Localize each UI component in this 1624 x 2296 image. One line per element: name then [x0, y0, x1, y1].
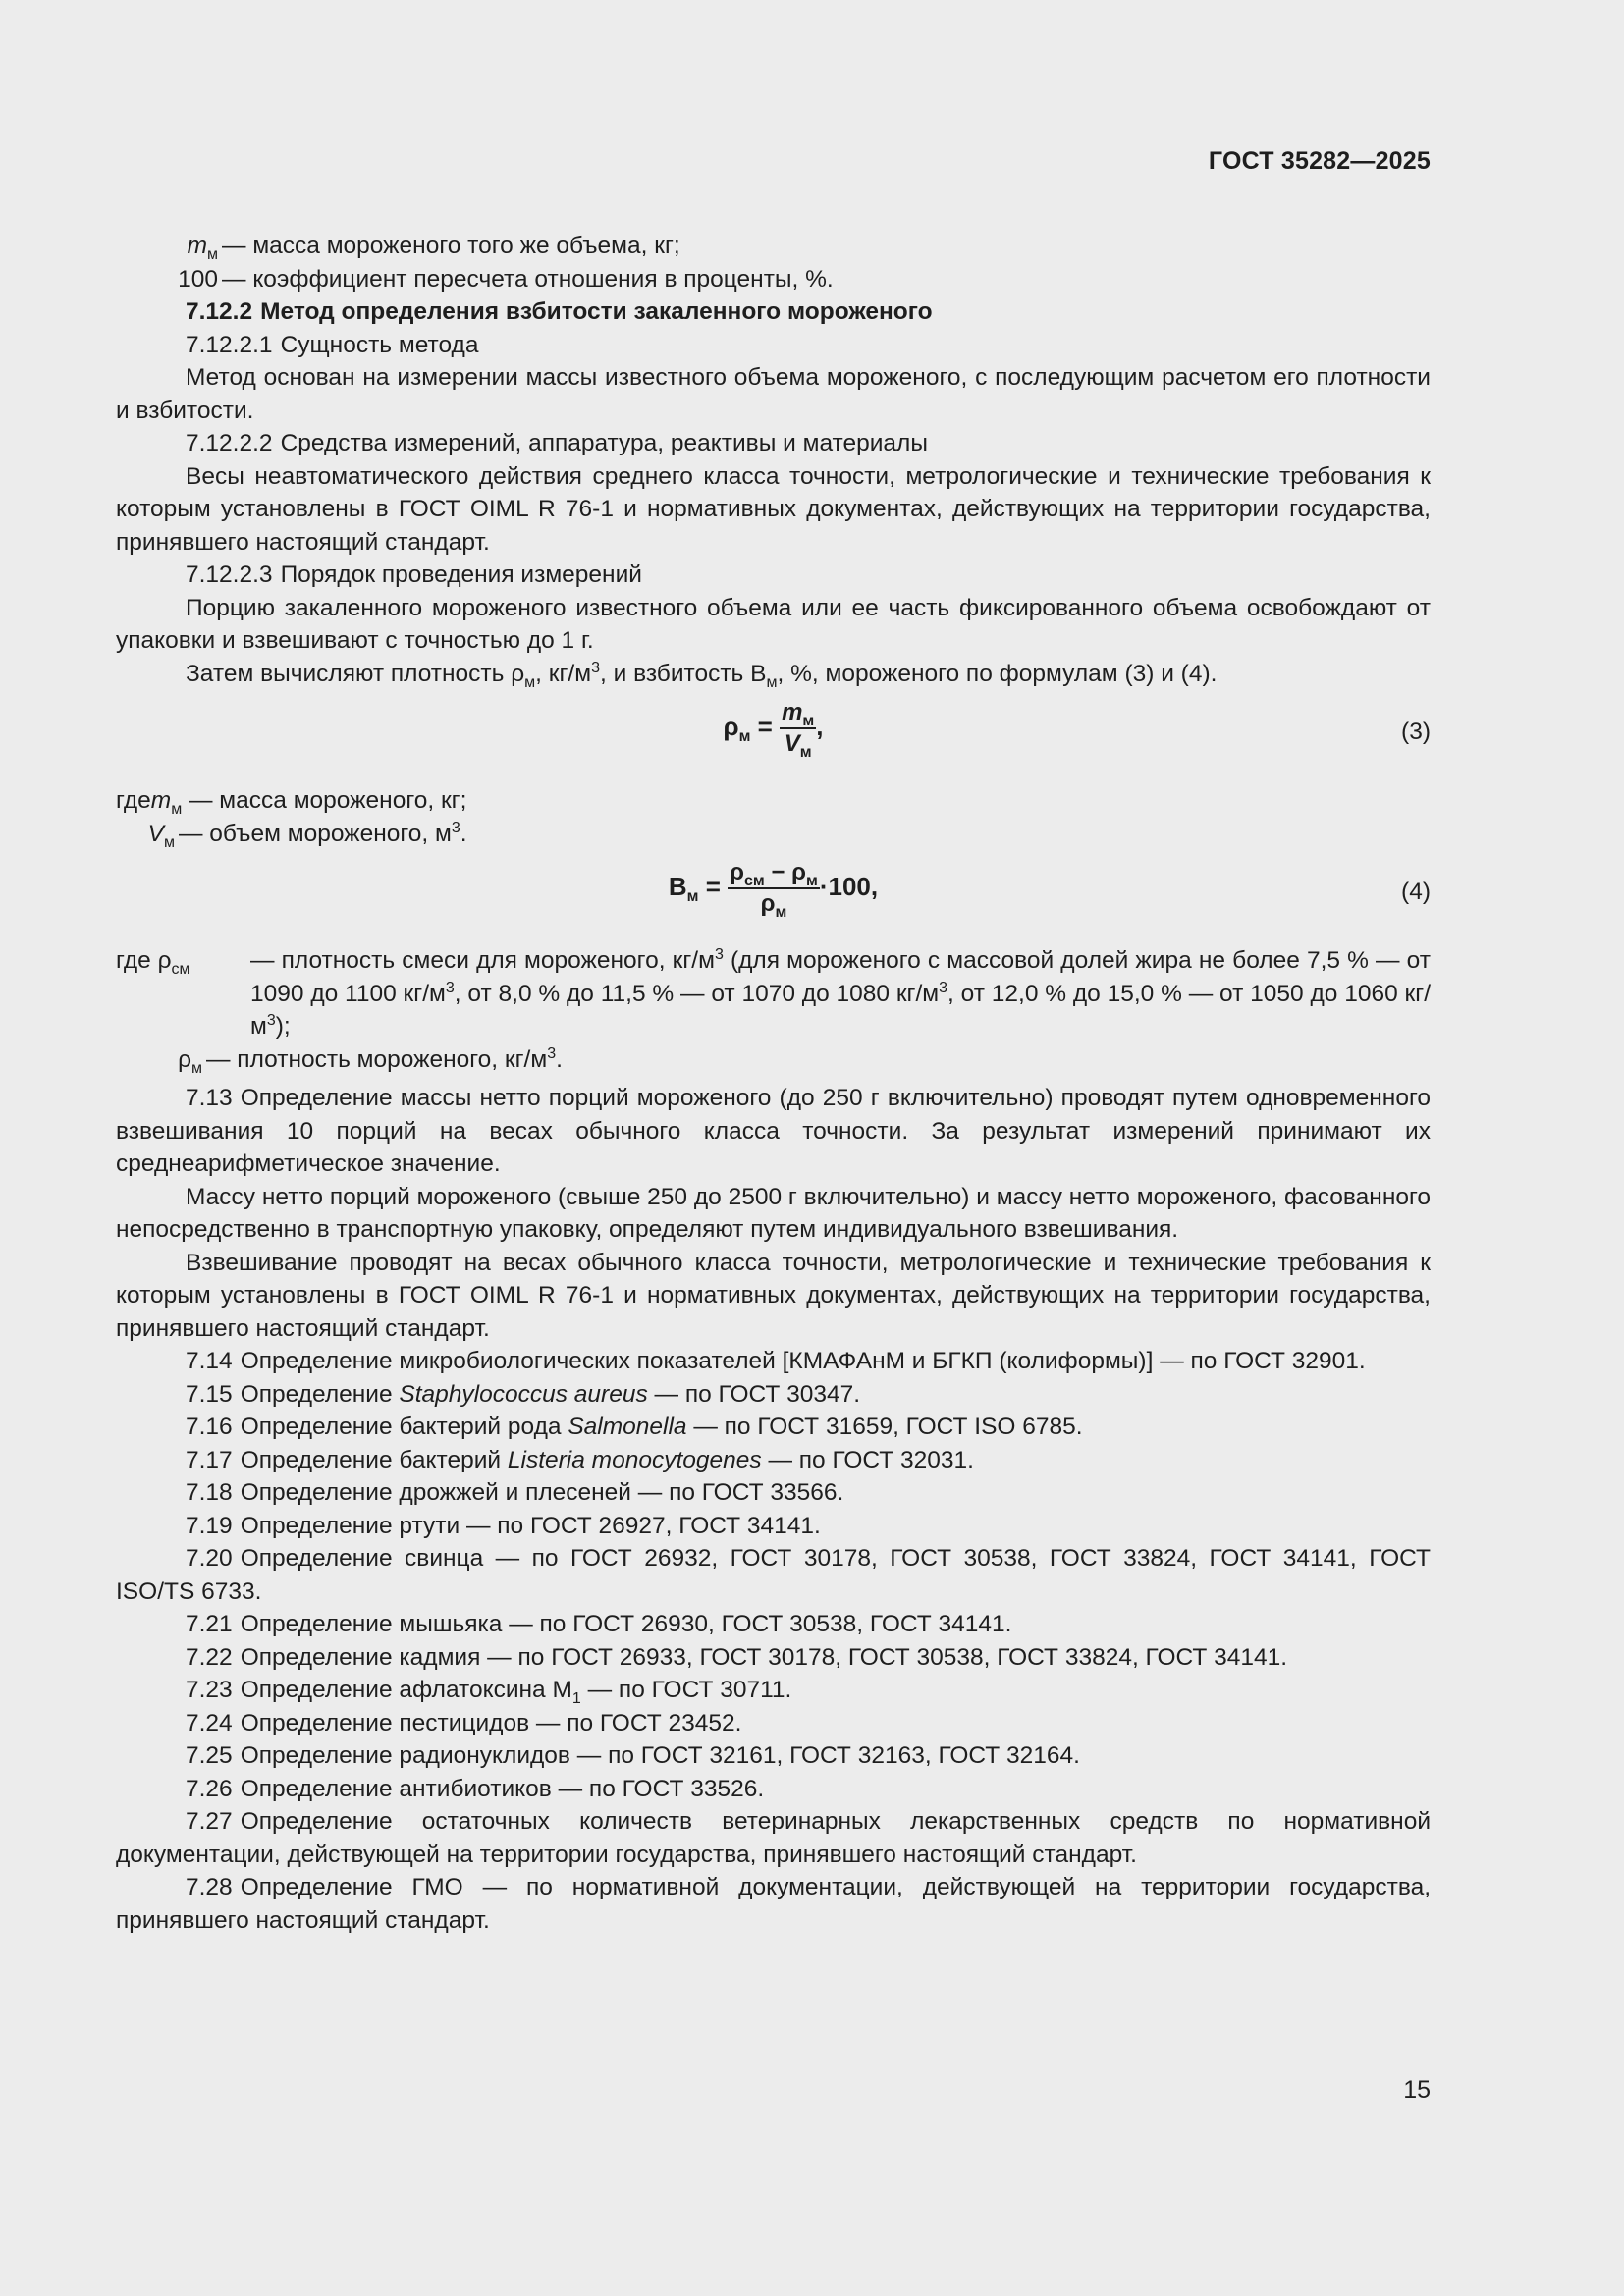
equation-number: (3) — [1401, 719, 1431, 745]
paragraph: Порцию закаленного мороженого известного объема или ее часть фиксированного объема освобождают от упаковки и взвешивают с точностью до 1 г. — [116, 594, 1431, 654]
section-7-17: 7.17 Определение бактерий Listeria monocytogenes — по ГОСТ 32031. — [186, 1446, 974, 1473]
section-7-25: 7.25 Определение радионуклидов — по ГОСТ 32161, ГОСТ 32163, ГОСТ 32164. — [186, 1742, 1080, 1769]
where-row: $\rho_м$ — плотность мороженого, $кг/м^3$. — [178, 1044, 563, 1077]
formula-3: $\rho_м$ = $\frac{m_м}{V_м}$ , (3) — [723, 699, 1431, 761]
legend-row-mass: $m_м$ — масса мороженого того же объема, кг; — [116, 230, 1431, 263]
legend-text: коэффициент пересчета отношения в проценты, %. — [252, 265, 834, 293]
formula-4: $В_м$ = $\frac{\rho_{см} - \rho_м}{\rho_м}$ ·100, (4) — [668, 859, 1431, 921]
fraction: $\frac{m_м}{V_м}$ — [782, 699, 815, 761]
paragraph: Весы неавтоматического действия среднего класса точности, метрологические и технические требования к которым установлены в ГОСТ OIML R 76-1 и нормативных документах, действующих на территории государства, принявшего настоящий стандарт. — [116, 462, 1431, 556]
section-heading-7-12-2-2: 7.12.2.2 Средства измерений, аппаратура, реактивы и материалы — [186, 430, 928, 456]
section-7-20: 7.20 Определение свинца — по ГОСТ 26932, ГОСТ 30178, ГОСТ 30538, ГОСТ 33824, ГОСТ 34141, ГОСТ ISO/TS 6733. — [116, 1545, 1431, 1605]
page-body — [116, 230, 1431, 1937]
where-row: где $\rho_{см}$ — плотность смеси для мороженого, $кг/м^3$ (для мороженого с массовой долей жира не более 7,5 % — от 1090 до 1100 $кг/м^3$, от 8,0 % до 11,5 % — от 1070 до 1080 $кг/м^3$, от 12,0 % до 15,0 % — от 1050 до 1060 $кг/м^3$); — [116, 945, 1431, 1040]
section-heading-7-12-2-1: 7.12.2.1 Сущность метода — [186, 331, 479, 358]
section-7-27: 7.27 Определение остаточных количеств ветеринарных лекарственных средств по нормативной документации, действующей на территории государства, принявшего настоящий стандарт. — [116, 1808, 1431, 1868]
page-number: 15 — [1403, 2076, 1431, 2104]
where-row: где $m_м$ — масса мороженого, кг; — [116, 787, 467, 818]
legend-symbol: $m_м$ — [187, 233, 218, 263]
fraction: $\frac{\rho_{см} - \rho_м}{\rho_м}$ — [730, 859, 818, 921]
paragraph: Метод основан на измерении массы известного объема мороженого, с последующим расчетом его плотности и взбитости. — [116, 364, 1431, 424]
paragraph: Массу нетто порций мороженого (свыше 250 до 2500 г включительно) и массу нетто мороженого, фасованного непосредственно в транспортную упаковку, определяют путем индивидуального взвешивания. — [116, 1183, 1431, 1243]
section-heading-7-12-2: 7.12.2 Метод определения взбитости закаленного мороженого — [186, 298, 933, 325]
section-7-13: 7.13 Определение массы нетто порций мороженого (до 250 г включительно) проводят путем одновременного взвешивания 10 порций на весах обычного класса точности. За результат измерений принимают их среднеарифметическое значение. — [116, 1085, 1431, 1177]
equation-number: (4) — [1401, 879, 1431, 905]
section-7-24: 7.24 Определение пестицидов — по ГОСТ 23452. — [186, 1709, 742, 1736]
paragraph-calc: Затем вычисляют плотность $\rho_м$, $кг/м^3$, и взбитость $В_м$, %, мороженого по формулам (3) и (4). — [186, 659, 1218, 691]
section-7-22: 7.22 Определение кадмия — по ГОСТ 26933, ГОСТ 30178, ГОСТ 30538, ГОСТ 33824, ГОСТ 34141. — [186, 1643, 1288, 1671]
section-7-18: 7.18 Определение дрожжей и плесеней — по ГОСТ 33566. — [186, 1479, 844, 1506]
section-7-21: 7.21 Определение мышьяка — по ГОСТ 26930, ГОСТ 30538, ГОСТ 34141. — [186, 1611, 1012, 1637]
section-7-16: 7.16 Определение бактерий рода Salmonella — по ГОСТ 31659, ГОСТ ISO 6785. — [186, 1414, 1083, 1440]
section-7-19: 7.19 Определение ртути — по ГОСТ 26927, ГОСТ 34141. — [186, 1512, 821, 1539]
document-header: ГОСТ 35282—2025 — [1208, 147, 1431, 175]
legend-symbol: 100 — [178, 265, 218, 293]
section-7-28: 7.28 Определение ГМО — по нормативной документации, действующей на территории государства, принявшего настоящий стандарт. — [116, 1874, 1431, 1934]
section-7-23: 7.23 Определение афлатоксина $М_1$ — по ГОСТ 30711. — [186, 1677, 792, 1707]
paragraph: Взвешивание проводят на весах обычного класса точности, метрологические и технические требования к которым установлены в ГОСТ OIML R 76-1 и нормативных документах, действующих на территории государства, принявшего настоящий стандарт. — [116, 1249, 1431, 1342]
section-7-15: 7.15 Определение Staphylococcus aureus — по ГОСТ 30347. — [186, 1380, 861, 1408]
section-heading-7-12-2-3: 7.12.2.3 Порядок проведения измерений — [186, 561, 642, 588]
legend-row-coef: 100 — коэффициент пересчета отношения в проценты, %. — [116, 263, 1431, 296]
where-row: $V_м$ — объем мороженого, $м^3$. — [147, 819, 467, 851]
section-7-14: 7.14 Определение микробиологических показателей [КМАФАнМ и БГКП (колиформы)] — по ГОСТ 32901. — [186, 1348, 1366, 1374]
section-7-26: 7.26 Определение антибиотиков — по ГОСТ 33526. — [186, 1775, 765, 1802]
legend-text: масса мороженого того же объема, кг; — [252, 233, 680, 259]
